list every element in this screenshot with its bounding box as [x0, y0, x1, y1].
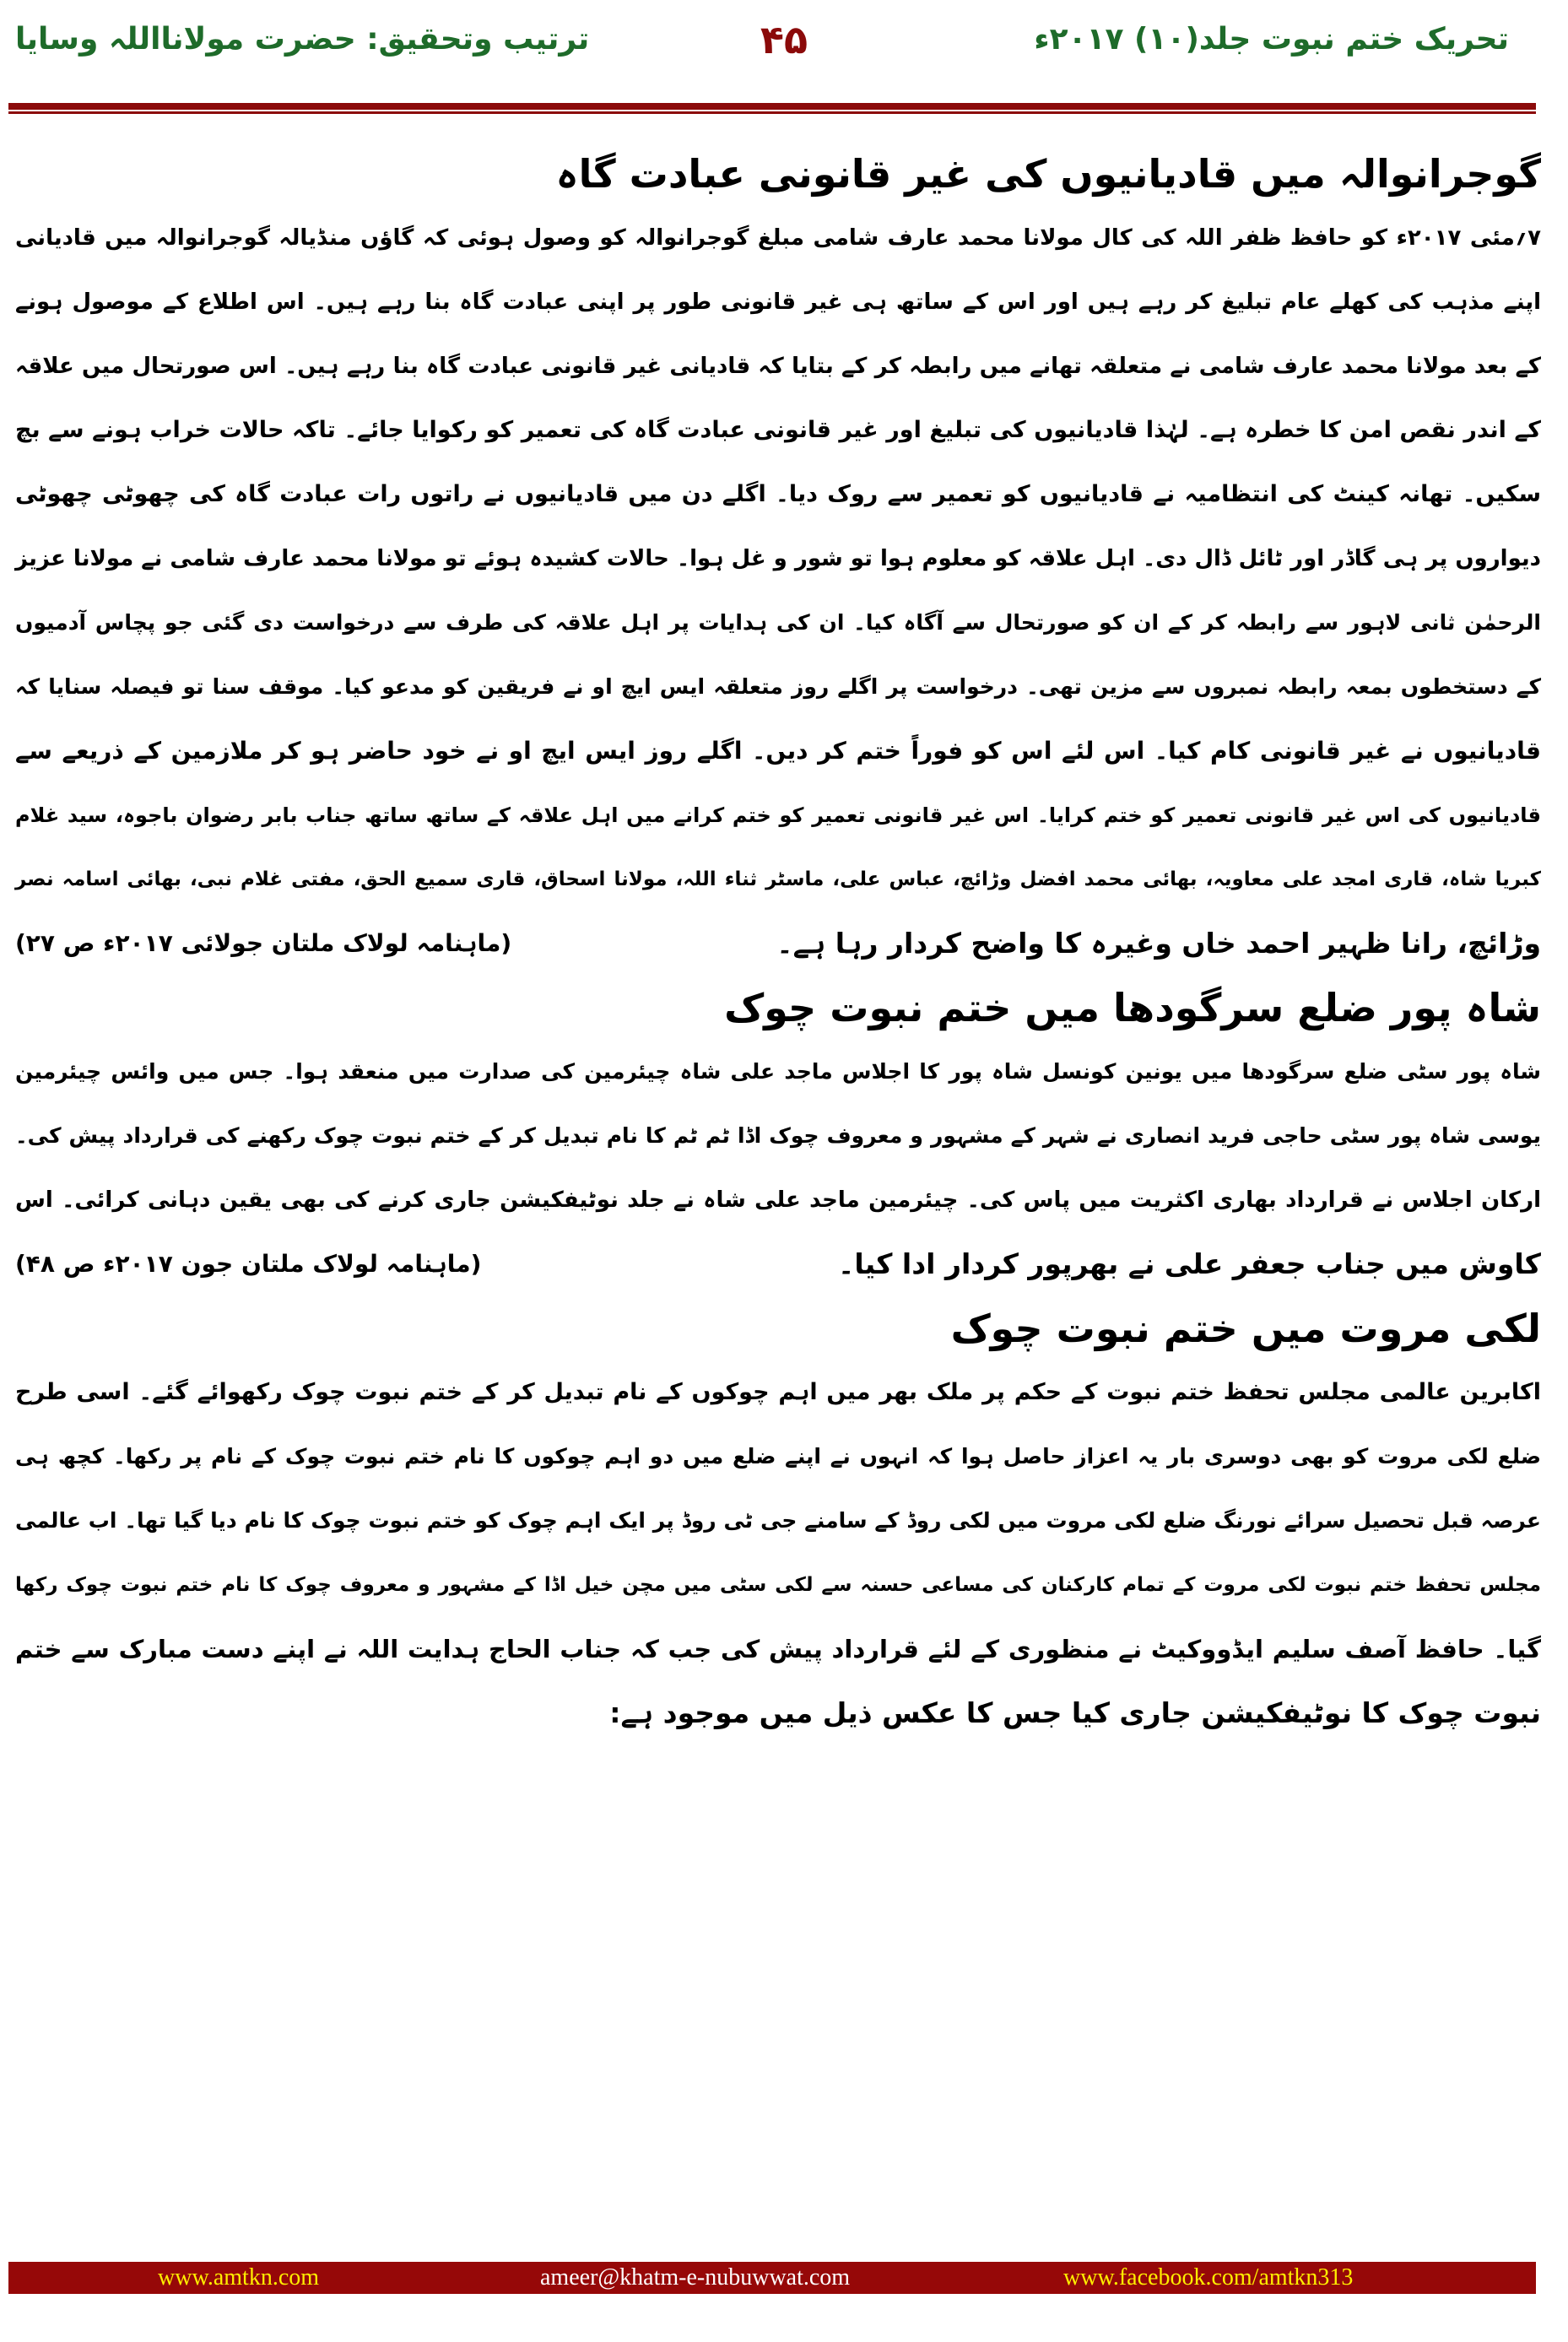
citation: (ماہنامہ لولاک ملتان جولائی ۲۰۱۷ء ص ۲۷) [15, 929, 512, 957]
text-line: کے دستخطوں بمعہ رابطہ نمبروں سے مزین تھی۔ درخواست پر اگلے روز متعلقہ ایس ایچ او نے فریقین کو مدعو کیا۔ موقف سنا تو فیصلہ سنایا کہ [15, 674, 1541, 699]
section-lakki-marwat [15, 1296, 1541, 1745]
citation: (ماہنامہ لولاک ملتان جون ۲۰۱۷ء ص ۴۸) [15, 1250, 482, 1278]
text-line-with-citation [15, 911, 1541, 976]
section-heading: لکی مروت میں ختم نبوت چوک [950, 1306, 1541, 1351]
text-line: اکابرین عالمی مجلس تحفظ ختم نبوت کے حکم پر ملک بھر میں اہم چوکوں کے نام تبدیل کر کے ختم نبوت چوک رکھوائے گئے۔ اسی طرح [15, 1379, 1541, 1405]
text-line: کے بعد مولانا محمد عارف شامی نے متعلقہ تھانے میں رابطہ کر کے بتایا کہ قادیانی غیر قانونی عبادت گاہ بنا رہے ہیں۔ اس صورتحال میں علاقہ [15, 354, 1541, 379]
text-line: نبوت چوک کا نوٹیفکیشن جاری کیا جس کا عکس ذیل میں موجود ہے: [609, 1696, 1541, 1729]
website-link[interactable]: www.amtkn.com [158, 2264, 320, 2291]
text-line-with-citation [15, 1232, 1541, 1296]
text-line: شاہ پور سٹی ضلع سرگودھا میں یونین کونسل شاہ پور کا اجلاس ماجد علی شاہ چیئرمین کی صدارت میں منعقد ہوا۔ جس میں وائس چیئرمین [15, 1059, 1541, 1084]
text-line: قادیانیوں کی اس غیر قانونی تعمیر کو ختم کرایا۔ اس غیر قانونی تعمیر کو ختم کرانے میں اہل علاقہ کے ساتھ ساتھ جناب بابر رضوان باجوہ، سید غلام [15, 803, 1541, 827]
section-shahpur [15, 976, 1541, 1296]
compiler-credit: ترتیب وتحقیق: حضرت مولانااللہ وسایا [15, 22, 590, 57]
text-line: وڑائچ، رانا ظہیر احمد خاں وغیرہ کا واضح کردار رہا ہے۔ [776, 927, 1541, 960]
text-line: قادیانیوں نے غیر قانونی کام کیا۔ اس لئے اس کو فوراً ختم کر دیں۔ اگلے روز ایس ایچ او نے خود حاضر ہو کر ملازمین کے ذریعے سے [15, 737, 1541, 765]
section-heading: شاہ پور ضلع سرگودھا میں ختم نبوت چوک [724, 985, 1541, 1030]
section-heading: گوجرانوالہ میں قادیانیوں کی غیر قانونی عبادت گاہ [555, 151, 1541, 197]
text-line: کے اندر نقص امن کا خطرہ ہے۔ لہٰذا قادیانیوں کی تبلیغ اور غیر قانونی عبادت گاہ کی تعمیر کو رکوایا جائے۔ تاکہ حالات خراب ہونے سے بچ [15, 417, 1541, 443]
section-gujranwala [15, 142, 1541, 976]
section-body [15, 1040, 1541, 1296]
text-line: عرصہ قبل تحصیل سرائے نورنگ ضلع لکی مروت میں لکی روڈ کے سامنے جی ٹی روڈ پر ایک اہم چوک کو ختم نبوت چوک کا نام دیا گیا تھا۔ اب عالمی [15, 1508, 1541, 1533]
section-body [15, 1360, 1541, 1745]
text-line: الرحمٰن ثانی لاہور سے رابطہ کر کے ان کو صورتحال سے آگاہ کیا۔ ان کی ہدایات پر اہل علاقہ کی طرف سے درخواست دی گئی جو پچاس آدمیوں [15, 610, 1541, 635]
book-title: تحریک ختم نبوت جلد(۱۰) ۲۰۱۷ء [1034, 22, 1509, 57]
text-line: دیواروں پر ہی گاڈر اور ٹائل ڈال دی۔ اہل علاقہ کو معلوم ہوا تو شور و غل ہوا۔ حالات کشیدہ ہوئے تو مولانا محمد عارف شامی نے مولانا عزیز [15, 546, 1541, 571]
facebook-link[interactable]: www.facebook.com/amtkn313 [1063, 2264, 1354, 2291]
text-line: کاوش میں جناب جعفر علی نے بھرپور کردار ادا کیا۔ [838, 1247, 1541, 1280]
email-link[interactable]: ameer@khatm-e-nubuwwat.com [540, 2264, 851, 2291]
page-number: ۴۵ [760, 17, 808, 62]
text-line: ارکان اجلاس نے قرارداد بھاری اکثریت میں پاس کی۔ چیئرمین ماجد علی شاہ نے جلد نوٹیفکیشن جاری کرنے کی بھی یقین دہانی کرائی۔ اس [15, 1187, 1541, 1213]
text-line: یوسی شاہ پور سٹی حاجی فرید انصاری نے شہر کے مشہور و معروف چوک اڈا ٹم ٹم کا نام تبدیل کر کے ختم نبوت چوک رکھنے کی قرارداد پیش کی۔ [15, 1123, 1541, 1148]
text-line: سکیں۔ تھانہ کینٹ کی انتظامیہ نے قادیانیوں کو تعمیر سے روک دیا۔ اگلے دن میں قادیانیوں نے راتوں رات عبادت گاہ کی چھوٹی چھوٹی [15, 481, 1541, 507]
text-line: کبریا شاہ، قاری امجد علی معاویہ، بھائی محمد افضل وڑائچ، عباس علی، ماسٹر ثناء اللہ، مولانا اسحاق، قاری سمیع الحق، مفتی غلام نبی، بھائی اسامہ نصر [15, 868, 1541, 890]
article-content [15, 142, 1541, 1745]
page-footer [8, 2262, 1536, 2294]
header-rule-thin [8, 111, 1536, 114]
text-line: ۷؍مئی ۲۰۱۷ء کو حافظ ظفر اللہ کی کال مولانا محمد عارف شامی مبلغ گوجرانوالہ کو وصول ہوئی کہ گاؤں منڈیالہ گوجرانوالہ میں قادیانی [15, 225, 1541, 251]
text-line: ضلع لکی مروت کو بھی دوسری بار یہ اعزاز حاصل ہوا کہ انہوں نے اپنے ضلع میں دو اہم چوکوں کا نام ختم نبوت چوک کے نام پر رکھا۔ کچھ ہی [15, 1444, 1541, 1468]
text-line: گیا۔ حافظ آصف سلیم ایڈووکیٹ نے منظوری کے لئے قرارداد پیش کی جب کہ جناب الحاج ہدایت اللہ نے اپنے دست مبارک سے ختم [15, 1635, 1541, 1663]
text-line: مجلس تحفظ ختم نبوت لکی مروت کے تمام کارکنان کی مساعی حسنہ سے لکی سٹی میں مچن خیل اڈا کے مشہور و معروف چوک کا نام ختم نبوت چوک رکھا [15, 1574, 1541, 1596]
page-header [0, 0, 1568, 135]
text-line: اپنے مذہب کی کھلے عام تبلیغ کر رہے ہیں اور اس کے ساتھ ہی غیر قانونی طور پر اپنی عبادت گاہ بنا رہے ہیں۔ اس اطلاع کے موصول ہونے [15, 289, 1541, 315]
header-rule-thick [8, 103, 1536, 110]
section-body [15, 206, 1541, 976]
